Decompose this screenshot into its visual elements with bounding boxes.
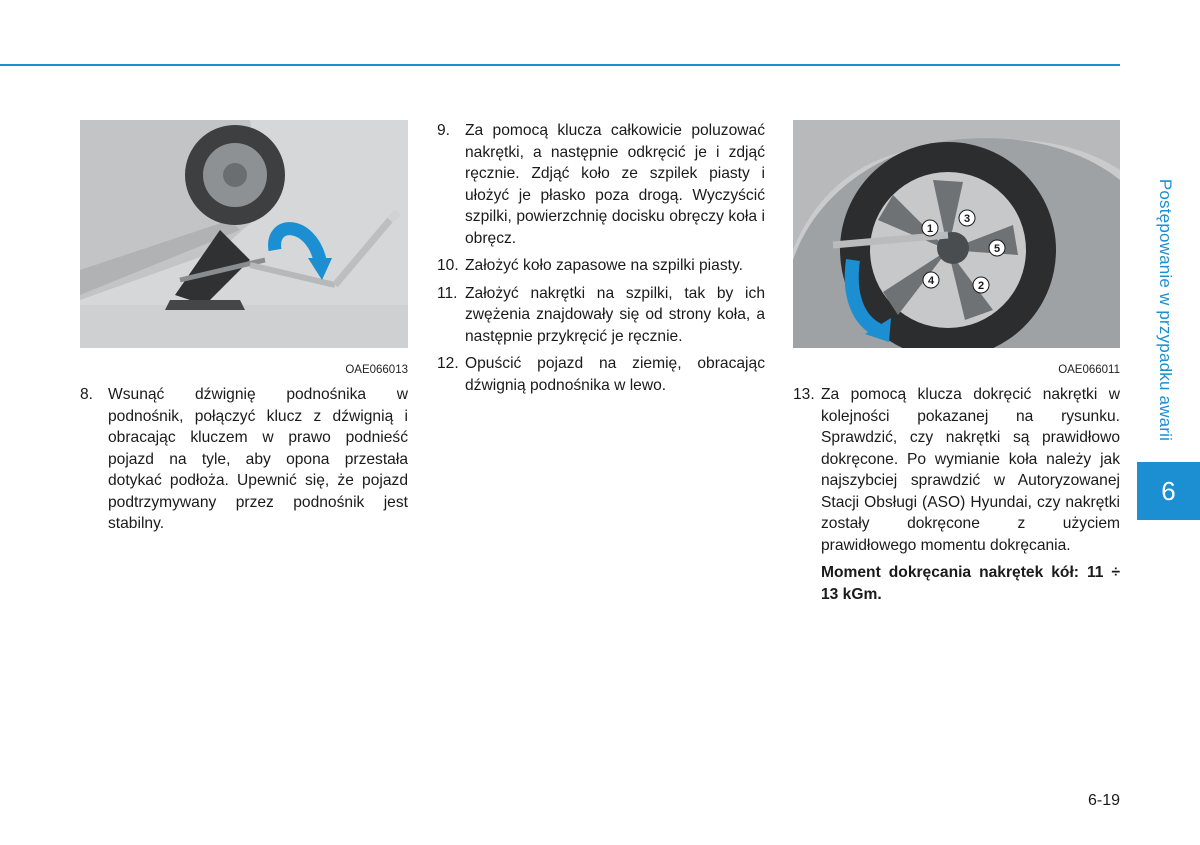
step-number: 12. <box>437 355 459 372</box>
column-right <box>793 384 1120 611</box>
callout-1: 1 <box>926 223 934 235</box>
torque-text: Moment dokręcania nakrętek kół: 11 ÷ 13 kGm. <box>821 564 1120 603</box>
figure-code-left: OAE066013 <box>345 364 408 376</box>
step-number: 13. <box>793 386 815 403</box>
torque-note <box>793 562 1120 605</box>
callout-4: 4 <box>927 275 935 287</box>
step-item <box>437 283 765 348</box>
step-item <box>437 255 765 277</box>
step-text: Wsunąć dźwignię podnośnika w podnośnik, połączyć klucz z dźwignią i obracając kluczem w prawo podnieść pojazd na tyle, aby opona przestała dotykać podłoża. Upewnić się, że pojazd podtrzymywany przez podnośnik jest stabilny. <box>108 386 408 532</box>
step-number: 11. <box>437 284 458 302</box>
jack-illustration <box>80 120 408 348</box>
section-title: Postępowanie w przypadku awarii <box>1156 178 1175 442</box>
figure-code-right: OAE066011 <box>1058 364 1120 376</box>
step-number: 9. <box>437 122 451 139</box>
step-item <box>793 384 1120 556</box>
step-item <box>437 353 765 396</box>
chapter-tab: 6 <box>1137 462 1200 520</box>
step-text: Opuścić pojazd na ziemię, obracając dźwignią podnośnika w lewo. <box>465 355 765 394</box>
callout-3: 3 <box>963 213 971 225</box>
page-number: 6-19 <box>1087 792 1120 809</box>
step-number: 8. <box>80 386 94 403</box>
callout-5: 5 <box>993 243 1001 255</box>
step-item <box>437 120 765 249</box>
step-text: Założyć nakrętki na szpilki, tak by ich zwężenia znajdowały się od strony koła, a następnie przykręcić je ręcznie. <box>465 284 765 345</box>
step-text: Założyć koło zapasowe na szpilki piasty. <box>465 257 743 274</box>
step-number: 10. <box>437 257 459 274</box>
header-rule <box>0 64 1120 66</box>
wheel-illustration <box>793 120 1120 348</box>
callout-2: 2 <box>977 280 985 292</box>
step-item <box>80 384 408 535</box>
column-left <box>80 384 408 541</box>
column-middle <box>437 120 765 402</box>
step-text: Za pomocą klucza całkowicie poluzować nakrętki, a następnie odkręcić je i zdjąć ręcznie. Zdjąć koło ze szpilek piasty i ułożyć je płasko poza drogą. Wyczyścić szpilki, powierzchnię docisku obręczy koła i obręcz. <box>465 122 765 247</box>
step-text: Za pomocą klucza dokręcić nakrętki w kolejności pokazanej na rysunku. Sprawdzić, czy nakrętki są prawidłowo dokręcone. Po wymianie koła należy jak najszybciej sprawdzić w Autoryzowanej Stacji Obsługi (ASO) Hyundai, czy nakrętki zostały dokręcone z użyciem prawidłowego momentu dokręcania. <box>821 386 1120 554</box>
